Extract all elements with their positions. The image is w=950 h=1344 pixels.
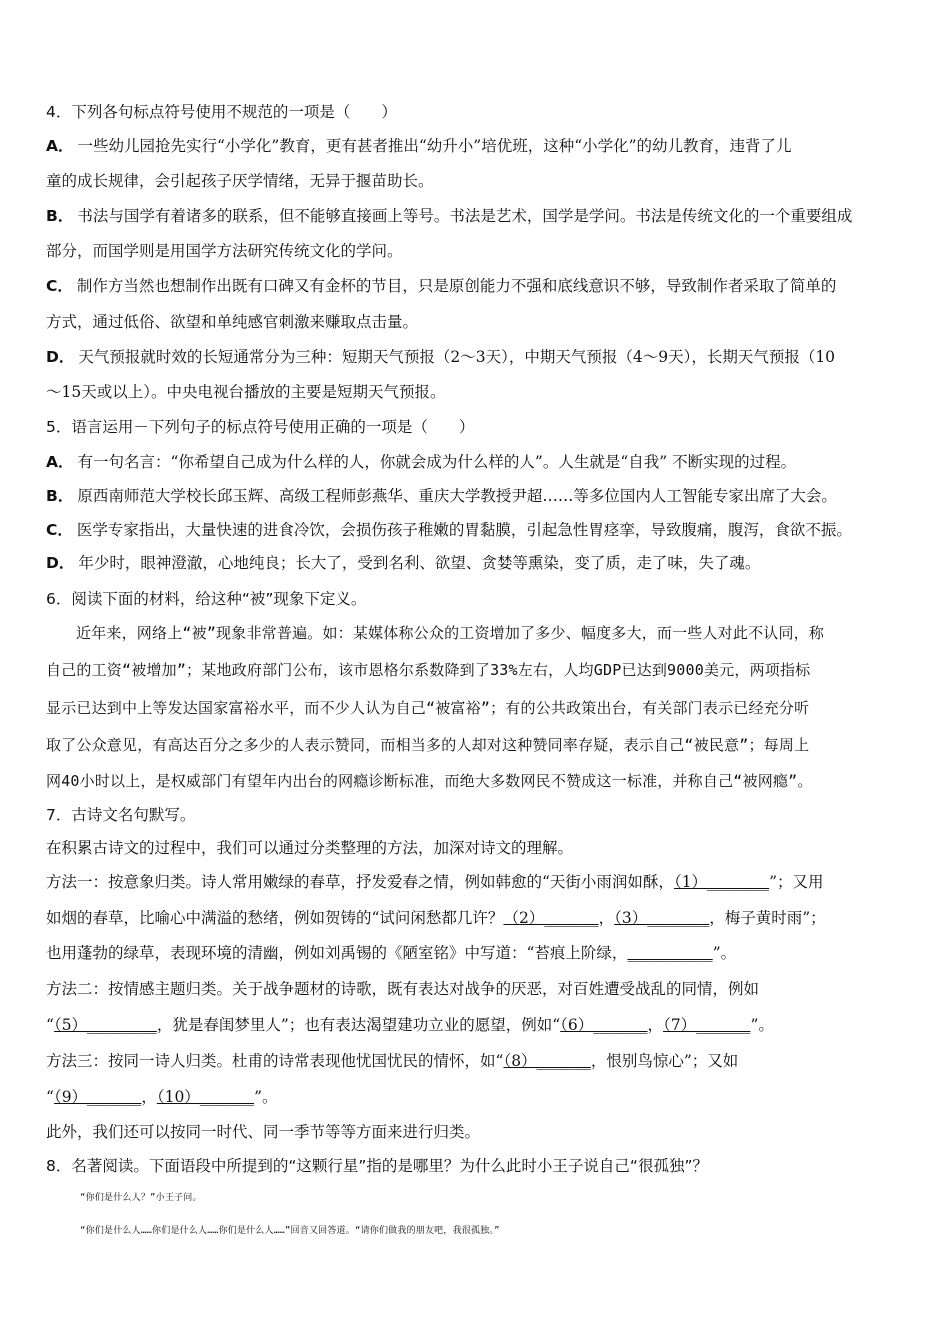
text: “ bbox=[46, 1088, 54, 1106]
text: 也用蓬勃的绿草，表现环境的清幽，例如刘禹锡的《陋室铭》中写道：“苔痕上阶绿， bbox=[46, 944, 628, 962]
q8-stem: 8．名著阅读。下面语段中所提到的“这颗行星”指的是哪里？为什么此时小王子说自己“很孤独”？ bbox=[46, 1157, 708, 1175]
option-text: 一些幼儿园抢先实行“小学化”教育，更有甚者推出“幼升小”培优班，这种“小学化”的幼儿教育，违背了儿 bbox=[77, 137, 792, 155]
text: ，梅子黄时雨”； bbox=[709, 909, 826, 927]
option-label: B． bbox=[46, 487, 74, 505]
blank-7[interactable]: （7）_______ bbox=[663, 1016, 751, 1034]
q5-stem: 5．语言运用－下列句子的标点符号使用正确的一项是（ ） bbox=[46, 418, 475, 436]
blank-8[interactable]: （8）_______ bbox=[503, 1052, 591, 1070]
text: 方法三：按同一诗人归类。杜甫的诗常表现他忧国忧民的情怀，如“ bbox=[46, 1052, 504, 1070]
q6-passage-line-4: 取了公众意见，有高达百分之多少的人表示赞同，而相当多的人却对这种赞同率存疑，表示自己“被民意”；每周上 bbox=[46, 736, 810, 754]
blank-1[interactable]: （1）________ bbox=[673, 873, 770, 891]
option-label: D． bbox=[46, 348, 75, 366]
q7-method1-line2 bbox=[46, 907, 910, 929]
q4-option-b-cont: 部分，而国学则是用国学方法研究传统文化的学问。 bbox=[46, 242, 403, 260]
text: ， bbox=[141, 1088, 157, 1106]
option-text: 医学专家指出，大量快速的进食冷饮，会损伤孩子稚嫩的胃黏膜，引起急性胃痉挛，导致腹痛，腹泻，食欲不振。 bbox=[76, 521, 852, 539]
q6-passage-line-5: 网40小时以上，是权威部门有望年内出台的网瘾诊断标准，而绝大多数网民不赞成这一标准，并称自己“被网瘾”。 bbox=[46, 772, 813, 790]
blank-5[interactable]: （5）_________ bbox=[53, 1016, 157, 1034]
option-label: B． bbox=[46, 207, 74, 225]
q8-quote-2: “你们是什么人……你们是什么人……你们是什么人……”回音又回答道。“请你们做我的朋友吧，我很孤独。” bbox=[80, 1226, 500, 1236]
option-text: 书法与国学有着诸多的联系，但不能够直接画上等号。书法是艺术，国学是学问。书法是传统文化的一个重要组成 bbox=[77, 207, 853, 225]
text: ，犹是春闺梦里人”；也有表达渴望建功立业的愿望，例如“ bbox=[156, 1016, 561, 1034]
q7-method2-line2 bbox=[46, 1014, 910, 1036]
blank-9[interactable]: （9）_______ bbox=[53, 1088, 142, 1106]
q8-quote-1: “你们是什么人？”小王子问。 bbox=[80, 1193, 202, 1203]
option-text: 制作方当然也想制作出既有口碑又有金杯的节目，只是原创能力不强和底线意识不够，导致制作者采取了简单的 bbox=[76, 277, 837, 295]
q5-option-d bbox=[46, 552, 910, 574]
option-label: A． bbox=[46, 453, 74, 471]
text: ，恨别鸟惊心”；又如 bbox=[590, 1052, 739, 1070]
blank-6[interactable]: （6）_______ bbox=[560, 1016, 648, 1034]
text: “ bbox=[46, 1016, 54, 1034]
q5-option-a bbox=[46, 451, 910, 473]
option-text: 年少时，眼神澄澈，心地纯良；长大了，受到名利、欲望、贪婪等熏染，变了质，走了味，失了魂。 bbox=[78, 554, 761, 572]
option-label: A． bbox=[46, 137, 74, 155]
text: 方法一：按意象归类。诗人常用嫩绿的春草，抒发爱春之情，例如韩愈的“天街小雨润如酥， bbox=[46, 873, 674, 891]
option-text: 天气预报就时效的长短通常分为三种：短期天气预报（2～3天），中期天气预报（4～9天），长期天气预报（10 bbox=[78, 348, 836, 366]
q5-option-c bbox=[46, 519, 910, 541]
q7-method3-line2 bbox=[46, 1086, 910, 1108]
option-label: C． bbox=[46, 521, 73, 539]
blank-4[interactable]: ___________ bbox=[627, 944, 713, 962]
q7-method1-line3 bbox=[46, 942, 910, 964]
q7-intro: 在积累古诗文的过程中，我们可以通过分类整理的方法，加深对诗文的理解。 bbox=[46, 839, 574, 857]
text: ， bbox=[647, 1016, 664, 1034]
q4-option-c bbox=[46, 275, 910, 297]
text: ， bbox=[598, 909, 615, 927]
blank-3[interactable]: （3）________ bbox=[614, 909, 710, 927]
text: 如烟的春草，比喻心中满溢的愁绪，例如贺铸的“试问闲愁都几许？ bbox=[46, 909, 504, 927]
q6-passage-line-1: 近年来，网络上“被”现象非常普遍。如：某媒体称公众的工资增加了多少、幅度多大，而一些人对此不认同，称 bbox=[76, 624, 825, 642]
q6-stem: 6．阅读下面的材料，给这种“被”现象下定义。 bbox=[46, 590, 367, 608]
q6-passage-line-2: 自己的工资“被增加”；某地政府部门公布，该市恩格尔系数降到了33%左右，人均GDP已达到9000美元，两项指标 bbox=[46, 661, 811, 679]
text: ”。 bbox=[254, 1088, 278, 1106]
option-text: 有一句名言：“你希望自己成为什么样的人，你就会成为什么样的人”。人生就是“自我” 不断实现的过程。 bbox=[77, 453, 797, 471]
blank-2[interactable]: （2）_______ bbox=[503, 909, 599, 927]
q7-method1-line1 bbox=[46, 871, 910, 893]
q4-option-d-cont: ～15天或以上）。中央电视台播放的主要是短期天气预报。 bbox=[46, 383, 446, 401]
text: ”。 bbox=[750, 1016, 774, 1034]
q6-passage-line-3: 显示已达到中上等发达国家富裕水平，而不少人认为自己“被富裕”；有的公共政策出台，有关部门表示已经充分听 bbox=[46, 699, 810, 717]
q7-stem: 7．古诗文名句默写。 bbox=[46, 806, 196, 824]
q7-method3-line1 bbox=[46, 1050, 910, 1072]
blank-10[interactable]: （10）_______ bbox=[156, 1088, 255, 1106]
option-label: D． bbox=[46, 554, 75, 572]
q4-option-d bbox=[46, 346, 910, 368]
q4-option-b bbox=[46, 205, 910, 227]
q7-extra: 此外，我们还可以按同一时代、同一季节等等方面来进行归类。 bbox=[46, 1123, 481, 1141]
q4-option-a-cont: 童的成长规律，会引起孩子厌学情绪，无异于揠苗助长。 bbox=[46, 172, 434, 190]
q4-option-c-cont: 方式，通过低俗、欲望和单纯感官刺激来赚取点击量。 bbox=[46, 313, 419, 331]
q4-option-a bbox=[46, 135, 910, 157]
q5-option-b bbox=[46, 485, 910, 507]
text: ”。 bbox=[712, 944, 737, 962]
option-label: C． bbox=[46, 277, 73, 295]
text: ”；又用 bbox=[769, 873, 824, 891]
q4-stem: 4．下列各句标点符号使用不规范的一项是（ ） bbox=[46, 103, 397, 121]
option-text: 原西南师范大学校长邱玉辉、高级工程师彭燕华、重庆大学教授尹超……等多位国内人工智能专家出席了大会。 bbox=[77, 487, 837, 505]
q7-method2-line1: 方法二：按情感主题归类。关于战争题材的诗歌，既有表达对战争的厌恶，对百姓遭受战乱的同情，例如 bbox=[46, 980, 760, 998]
